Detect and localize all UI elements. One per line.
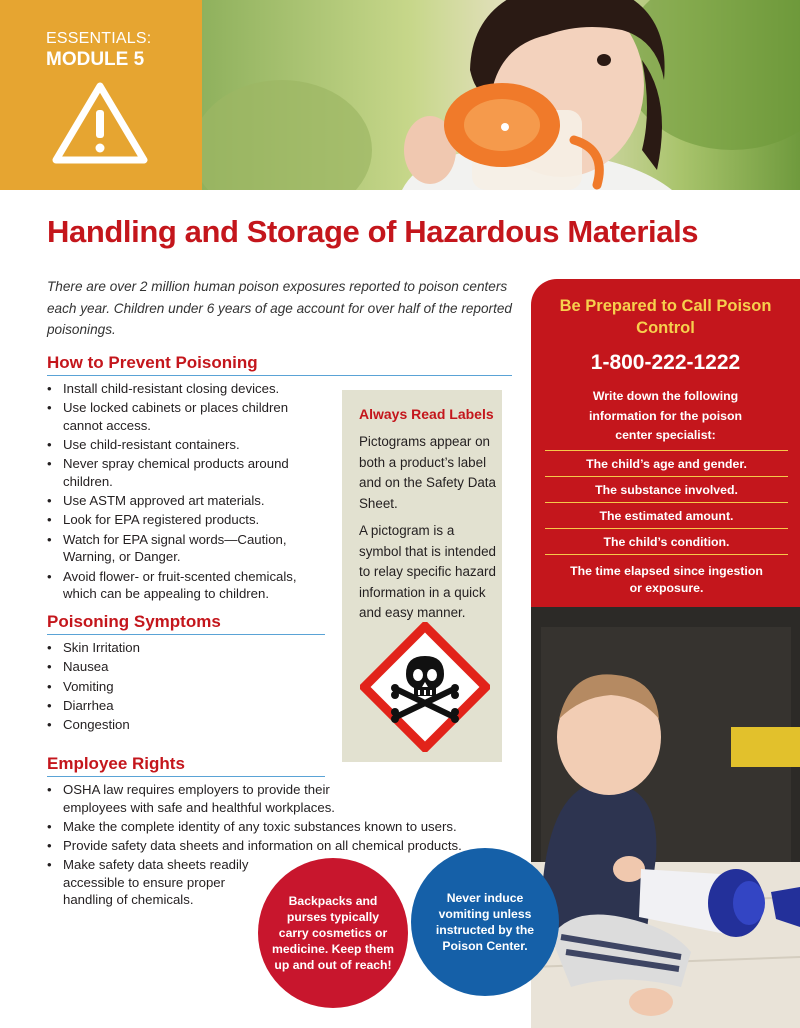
callout-backpacks-text: Backpacks and purses typically carry cosmetics or medicine. Keep them up and out of reach! bbox=[272, 894, 394, 972]
list-item: • Vomiting bbox=[47, 678, 307, 696]
poison-control-intro-text: Write down the following information for the poison center specialist: bbox=[588, 389, 742, 442]
baby-photo bbox=[531, 607, 800, 1028]
prevent-section-title: How to Prevent Poisoning bbox=[47, 353, 258, 372]
callout-vomiting-text: Never induce vomiting unless instructed by the Poison Center. bbox=[435, 891, 535, 953]
module-badge bbox=[0, 0, 202, 190]
callout-vomiting bbox=[411, 848, 559, 996]
rights-section-title: Employee Rights bbox=[47, 754, 185, 773]
labels-panel bbox=[342, 390, 502, 762]
hero-photo bbox=[202, 0, 800, 190]
intro-paragraph: There are over 2 million human poison exposures reported to poison centers each year. Children under 6 years of age account for over half of the reported poisonings. bbox=[47, 279, 512, 337]
section-divider bbox=[47, 776, 325, 777]
section-divider bbox=[47, 634, 325, 635]
list-item: • Skin Irritation bbox=[47, 639, 307, 657]
list-item: • Provide safety data sheets and information on all chemical products. bbox=[47, 837, 467, 855]
list-item: • Congestion bbox=[47, 716, 307, 734]
module-eyebrow: ESSENTIALS: bbox=[46, 30, 152, 47]
skull-crossbones-pictogram-icon bbox=[360, 622, 490, 752]
list-item: The substance involved. bbox=[545, 476, 788, 502]
list-item: • Use child-resistant containers. bbox=[47, 436, 312, 454]
list-item: • Avoid flower- or fruit-scented chemicals, which can be appealing to children. bbox=[47, 568, 312, 603]
list-item: • Look for EPA registered products. bbox=[47, 511, 312, 529]
list-item: • Nausea bbox=[47, 658, 307, 676]
poison-control-phone: 1-800-222-1222 bbox=[590, 351, 741, 374]
poison-control-list bbox=[545, 450, 788, 597]
list-item: • Never spray chemical products around children. bbox=[47, 455, 312, 490]
page-title: Handling and Storage of Hazardous Materials bbox=[47, 214, 699, 249]
list-item: The child’s condition. bbox=[545, 528, 788, 554]
list-item: The estimated amount. bbox=[545, 502, 788, 528]
callout-backpacks bbox=[258, 858, 408, 1008]
prevent-list bbox=[47, 380, 312, 604]
list-item: • Use ASTM approved art materials. bbox=[47, 492, 312, 510]
warning-triangle-icon bbox=[50, 80, 150, 166]
list-item: • Make safety data sheets readily accessible to ensure proper handling of chemicals. bbox=[47, 856, 262, 909]
list-item: The time elapsed since ingestion or exposure. bbox=[545, 554, 788, 597]
list-item: • Diarrhea bbox=[47, 697, 307, 715]
labels-panel-paragraph: A pictogram is a symbol that is intended to relay specific hazard information in a quick and easy manner. bbox=[359, 523, 496, 620]
list-item: • Use locked cabinets or places children cannot access. bbox=[47, 399, 312, 434]
list-item: • Make the complete identity of any toxic substances known to users. bbox=[47, 818, 467, 836]
module-title: MODULE 5 bbox=[46, 49, 145, 70]
poison-control-box bbox=[531, 279, 800, 607]
list-item: • Install child-resistant closing devices. bbox=[47, 380, 312, 398]
poison-control-intro bbox=[531, 387, 800, 446]
symptoms-section-title: Poisoning Symptoms bbox=[47, 612, 221, 631]
child-drinking-photo bbox=[202, 0, 800, 190]
poison-control-heading: Be Prepared to Call Poison Control bbox=[559, 297, 772, 337]
labels-panel-paragraph: Pictograms appear on both a product’s label and on the Safety Data Sheet. bbox=[359, 434, 496, 511]
symptoms-list bbox=[47, 639, 307, 735]
labels-panel-title: Always Read Labels bbox=[359, 406, 494, 422]
list-item: • Watch for EPA signal words—Caution, Warning, or Danger. bbox=[47, 531, 312, 566]
rights-list bbox=[47, 781, 467, 911]
list-item: The child’s age and gender. bbox=[545, 450, 788, 476]
list-item: • OSHA law requires employers to provide their employees with safe and healthful workplaces. bbox=[47, 781, 347, 816]
section-divider bbox=[47, 375, 512, 376]
baby-with-bottle-photo bbox=[531, 607, 800, 1028]
